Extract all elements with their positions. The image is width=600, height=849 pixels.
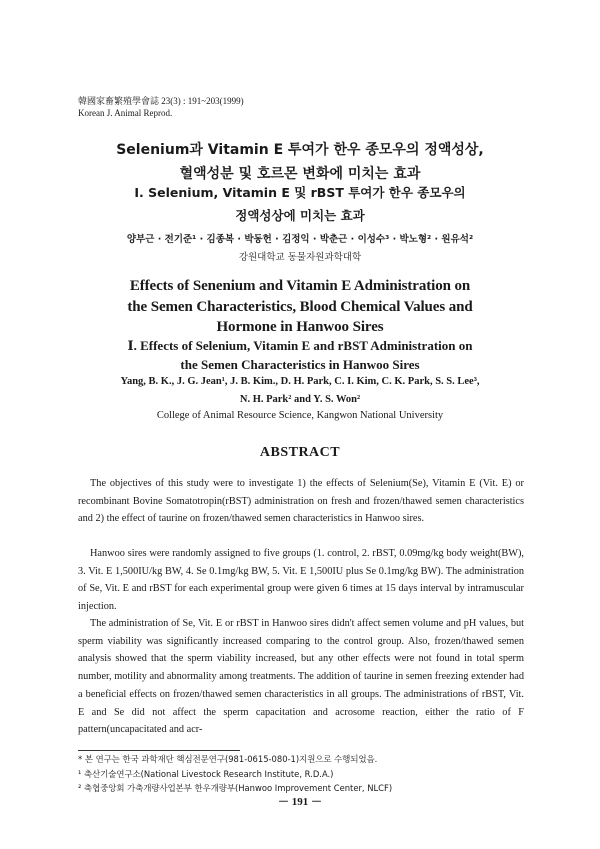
journal-header [78,95,244,119]
page-number: － 191 － [278,796,322,808]
footnote-1: ¹ 축산기술연구소(National Livestock Research Institute, R.D.A.) [78,768,334,779]
english-title-line-3: Hormone in Hanwoo Sires [216,319,384,335]
journal-name-en: Korean J. Animal Reprod. [78,108,173,118]
journal-citation-kr: 韓國家畜繁殖學會誌 23(3) : 191~203(1999) [78,96,244,106]
korean-subtitle-line-1: Ⅰ. Selenium, Vitamin E 및 rBST 투여가 한우 종모우의 [134,185,466,200]
korean-authors: 양부근 · 전기준¹ · 김종복 · 박동헌 · 김정익 · 박춘근 · 이성수³ · 박노형² · 원유석² [126,234,474,245]
english-title-line-2: the Semen Characteristics, Blood Chemical Values and [127,299,473,315]
footnote-2: ² 축협중앙회 가축개량사업본부 한우개량부(Hanwoo Improvement Center, NLCF) [78,783,393,793]
korean-title-line-1: Selenium과 Vitamin E 투여가 한우 종모우의 정액성상, [116,142,484,158]
korean-subtitle-line-2: 정액성상에 미치는 효과 [235,208,365,223]
korean-title-line-2: 혈액성분 및 호르몬 변화에 미치는 효과 [179,166,421,182]
abstract-paragraph-1: The objectives of this study were to investigate 1) the effects of Selenium(Se), Vitamin E (Vit. E) or recombinant Bovine Somatotropin(rBST) administration on fresh and frozen/thawed semen characteristics and 2) the effect of taurine on frozen/thawed semen characteristics in Hanwoo sires. [78,478,524,525]
abstract-paragraph-3: The administration of Se, Vit. E or rBST in Hanwoo sires didn't affect semen volume and pH values, but sperm viability was significantly increased comparing to the control group. Also, frozen/thawed semen analysis showed that the sperm viability increased, but any other effects were not found in total sperm number, motility and abnormality among treatments. The addition of taurine in semen freezing extender had a beneficial effects on frozen/thawed semen characteristics in all groups. The administrations of rBST, Vit. E and Se did not affect the sperm capacitation and acrosome reaction, either the ratio of F pattern(uncapacitated and acr- [78,618,524,736]
english-subtitle-line-2: the Semen Characteristics in Hanwoo Sires [180,357,420,372]
footnotes [78,752,392,796]
footnote-divider [78,750,240,751]
footnote-funding: * 본 연구는 한국 과학재단 핵심전문연구(981-0615-080-1)지원으로 수행되었음. [78,754,378,764]
english-title-line-1: Effects of Senenium and Vitamin E Administration on [129,278,471,294]
english-authors-line-2: N. H. Park² and Y. S. Won² [239,394,361,405]
abstract-paragraph-2: Hanwoo sires were randomly assigned to five groups (1. control, 2. rBST, 0.09mg/kg body weight(BW), 3. Vit. E 1,500IU/kg BW, 4. Se 0.1mg/kg BW, 5. Vit. E 1,500IU plus Se 0.1mg/kg BW). The administration of Se, Vit. E and rBST for each experimental group were given 6 times at 15 days interval by intramuscular injection. [78,548,524,613]
korean-affiliation: 강원대학교 동물자원과학대학 [238,252,362,263]
english-authors-line-1: Yang, B. K., J. G. Jean¹, J. B. Kim., D. H. Park, C. I. Kim, C. K. Park, S. S. Lee³, [120,376,480,387]
abstract-heading: ABSTRACT [259,445,341,460]
english-subtitle-line-1: Ⅰ. Effects of Selenium, Vitamin E and rBST Administration on [127,338,473,353]
english-affiliation: College of Animal Resource Science, Kangwon National University [156,410,444,421]
